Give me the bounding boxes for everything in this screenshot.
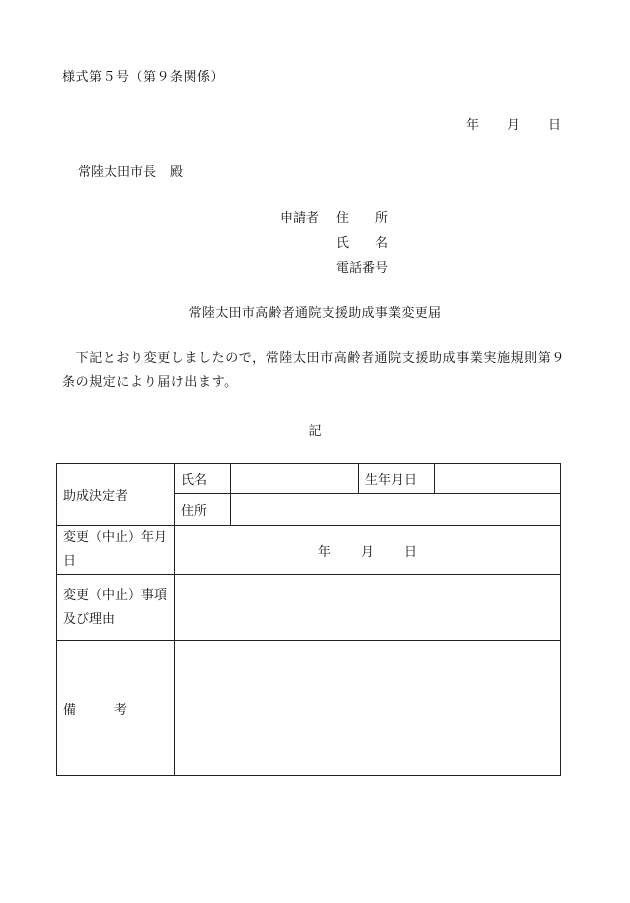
remarks-label-a: 備 xyxy=(63,702,77,718)
applicant-address-label: 住 所 xyxy=(336,211,389,226)
change-reason-input[interactable] xyxy=(175,575,561,641)
day-label: 日 xyxy=(548,118,562,133)
address-label: 住所 xyxy=(175,494,231,526)
table-row xyxy=(57,575,561,641)
year-label: 年 xyxy=(466,118,480,133)
change-date-year: 年 xyxy=(317,544,331,560)
form-number: 様式第５号（第９条関係） xyxy=(62,70,225,85)
remarks-input[interactable] xyxy=(175,641,561,776)
applicant-label: 申請者 xyxy=(280,211,320,226)
recipient-label: 助成決定者 xyxy=(57,464,175,526)
birthdate-input[interactable] xyxy=(435,464,561,494)
body-text: 下記とおり変更しましたので，常陸太田市高齢者通院支援助成事業実施規則第９条の規定により届け出ます。 xyxy=(62,351,565,390)
change-reason-label: 変更（中止）事項及び理由 xyxy=(57,575,175,641)
change-date-day: 日 xyxy=(404,544,418,560)
change-date-month: 月 xyxy=(360,544,374,560)
addressee-name: 常陸太田市長 xyxy=(78,165,157,180)
submission-date xyxy=(466,114,561,133)
address-input[interactable] xyxy=(231,494,561,526)
name-input[interactable] xyxy=(231,464,359,494)
remarks-label-b: 考 xyxy=(114,702,128,718)
name-label: 氏名 xyxy=(175,464,231,494)
birthdate-label: 生年月日 xyxy=(359,464,435,494)
change-date-label: 変更（中止）年月日 xyxy=(57,526,175,575)
month-label: 月 xyxy=(507,118,521,133)
addressee xyxy=(78,161,183,180)
change-form-table xyxy=(56,463,561,776)
change-date-input[interactable] xyxy=(175,526,561,575)
applicant-phone-label: 電話番号 xyxy=(336,261,389,276)
table-row xyxy=(57,641,561,776)
table-row xyxy=(57,526,561,575)
table-row xyxy=(57,464,561,494)
document-title: 常陸太田市高齢者通院支援助成事業変更届 xyxy=(188,306,442,321)
remarks-label xyxy=(57,641,175,776)
ki-heading: 記 xyxy=(308,424,322,439)
addressee-honorific: 殿 xyxy=(170,165,184,180)
applicant-name-label: 氏 名 xyxy=(336,236,389,251)
